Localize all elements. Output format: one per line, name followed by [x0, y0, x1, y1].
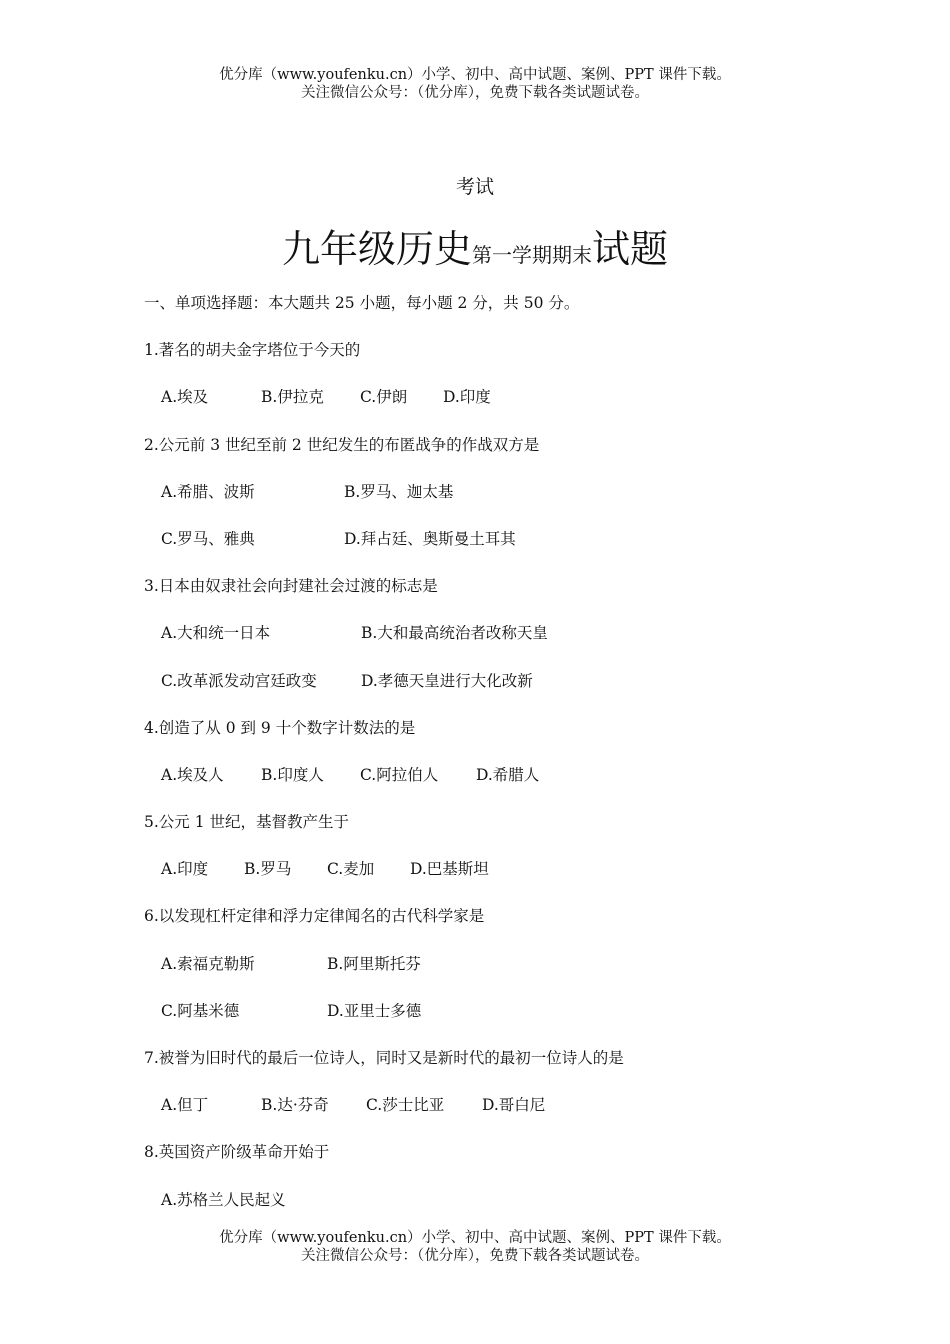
option: B.大和最高统治者改称天皇 — [361, 624, 548, 643]
page-header — [0, 66, 950, 102]
options-row — [144, 951, 844, 998]
question-stem: 5.公元 1 世纪，基督教产生于 — [144, 813, 350, 832]
option: A.索福克勒斯 — [161, 954, 255, 973]
options-row — [144, 856, 844, 903]
option: B.达·芬奇 — [261, 1096, 329, 1115]
question-stem: 8.英国资产阶级革命开始于 — [144, 1143, 330, 1162]
options-row — [144, 620, 844, 667]
footer-line-1: 优分库（www.youfenku.cn）小学、初中、高中试题、案例、PPT 课件下载。 — [219, 1230, 731, 1246]
option: C.莎士比亚 — [366, 1096, 445, 1115]
header-line-1: 优分库（www.youfenku.cn）小学、初中、高中试题、案例、PPT 课件下载。 — [219, 67, 731, 83]
options-row — [144, 526, 844, 573]
question-stem: 7.被誉为旧时代的最后一位诗人，同时又是新时代的最初一位诗人的是 — [144, 1049, 624, 1067]
exam-title — [0, 218, 950, 273]
option: A.埃及人 — [161, 765, 224, 784]
title-suffix: 试题 — [592, 227, 669, 271]
title-subject: 九年级历史 — [281, 227, 472, 271]
title-term: 第一学期期末 — [472, 243, 592, 267]
question-stem: 2.公元前 3 世纪至前 2 世纪发生的布匿战争的作战双方是 — [144, 435, 540, 454]
option: C.阿拉伯人 — [360, 765, 439, 784]
option: B.罗马、迦太基 — [344, 482, 454, 501]
option: C.伊朗 — [360, 388, 408, 407]
option: B.印度人 — [261, 765, 324, 784]
options-row — [144, 668, 844, 715]
exam-subtitle: 考试 — [455, 176, 494, 198]
question-stem: 4.创造了从 0 到 9 十个数字计数法的是 — [144, 718, 416, 737]
option: B.阿里斯托芬 — [327, 954, 421, 973]
options-row — [144, 998, 844, 1045]
footer-line-2: 关注微信公众号：（优分库），免费下载各类试题试卷。 — [301, 1248, 649, 1264]
option: A.埃及 — [161, 388, 209, 407]
option: D.亚里士多德 — [327, 1001, 422, 1020]
option: A.苏格兰人民起义 — [161, 1190, 286, 1209]
options-row — [144, 1187, 844, 1234]
section-heading: 一、单项选择题：本大题共 25 小题，每小题 2 分，共 50 分。 — [144, 294, 580, 312]
question-stem: 6.以发现杠杆定律和浮力定律闻名的古代科学家是 — [144, 907, 485, 926]
option: A.大和统一日本 — [161, 624, 271, 643]
option: A.希腊、波斯 — [161, 482, 255, 501]
option: D.拜占廷、奥斯曼土耳其 — [344, 529, 516, 548]
option: A.印度 — [161, 860, 209, 879]
option: B.伊拉克 — [261, 388, 324, 407]
option: B.罗马 — [244, 860, 292, 879]
question-stem: 3.日本由奴隶社会向封建社会过渡的标志是 — [144, 577, 438, 596]
option: C.阿基米德 — [161, 1001, 240, 1020]
exam-content — [144, 290, 844, 1234]
options-row — [144, 762, 844, 809]
option: D.孝德天皇进行大化改新 — [361, 671, 533, 690]
option: C.麦加 — [327, 860, 375, 879]
question-stem: 1.著名的胡夫金字塔位于今天的 — [144, 341, 361, 360]
header-line-2: 关注微信公众号：（优分库），免费下载各类试题试卷。 — [301, 85, 649, 101]
options-row — [144, 384, 844, 431]
options-row — [144, 479, 844, 526]
option: D.印度 — [443, 388, 491, 407]
page-footer — [0, 1229, 950, 1265]
option: C.改革派发动宫廷政变 — [161, 671, 317, 690]
option: D.希腊人 — [476, 765, 540, 784]
option: D.哥白尼 — [482, 1096, 546, 1115]
options-row — [144, 1092, 844, 1139]
option: C.罗马、雅典 — [161, 529, 255, 548]
option: D.巴基斯坦 — [410, 860, 489, 879]
option: A.但丁 — [161, 1096, 209, 1115]
